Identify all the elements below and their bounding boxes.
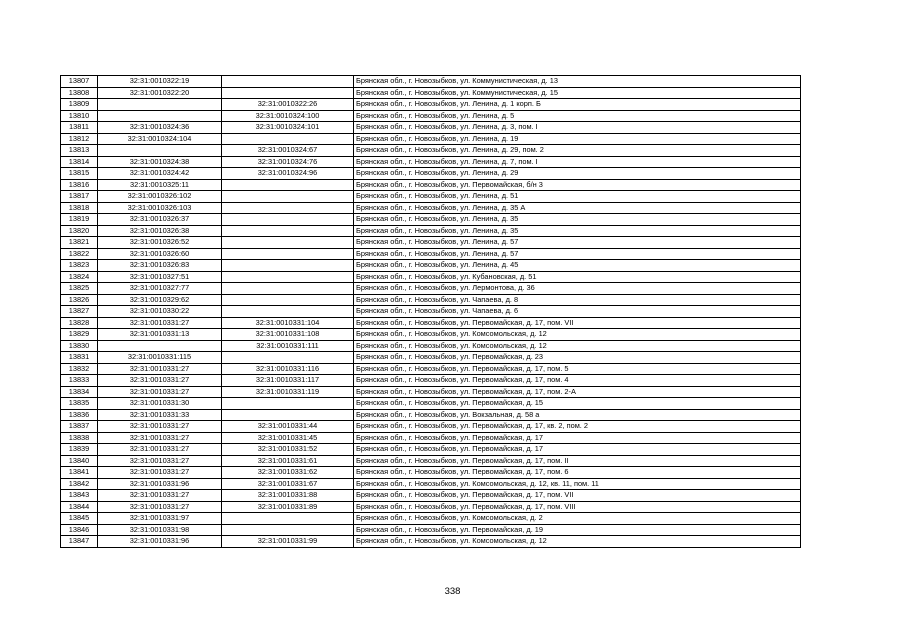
object-number-cell: 32:31:0010331:88 xyxy=(222,490,354,502)
object-number-cell: 32:31:0010324:96 xyxy=(222,168,354,180)
cadastral-number-cell: 32:31:0010326:103 xyxy=(98,202,222,214)
address-cell: Брянская обл., г. Новозыбков, ул. Ленина, д. 19 xyxy=(354,133,801,145)
record-number-cell: 13824 xyxy=(61,271,98,283)
table-row xyxy=(61,168,801,180)
address-cell: Брянская обл., г. Новозыбков, ул. Коммунистическая, д. 15 xyxy=(354,87,801,99)
table-row xyxy=(61,156,801,168)
table-row xyxy=(61,317,801,329)
address-cell: Брянская обл., г. Новозыбков, ул. Коммунистическая, д. 13 xyxy=(354,76,801,88)
cadastral-number-cell: 32:31:0010325:11 xyxy=(98,179,222,191)
cadastral-number-cell: 32:31:0010331:27 xyxy=(98,432,222,444)
record-number-cell: 13813 xyxy=(61,145,98,157)
object-number-cell xyxy=(222,398,354,410)
record-number-cell: 13817 xyxy=(61,191,98,203)
table-row xyxy=(61,294,801,306)
record-number-cell: 13822 xyxy=(61,248,98,260)
object-number-cell xyxy=(222,76,354,88)
address-cell: Брянская обл., г. Новозыбков, ул. Первомайская, д. 17, пом. 4 xyxy=(354,375,801,387)
object-number-cell xyxy=(222,271,354,283)
cadastral-number-cell: 32:31:0010330:22 xyxy=(98,306,222,318)
table-row xyxy=(61,490,801,502)
cadastral-number-cell: 32:31:0010326:37 xyxy=(98,214,222,226)
cadastral-number-cell xyxy=(98,110,222,122)
address-cell: Брянская обл., г. Новозыбков, ул. Ленина, д. 57 xyxy=(354,237,801,249)
address-cell: Брянская обл., г. Новозыбков, ул. Первомайская, д. 17, пом. 6 xyxy=(354,467,801,479)
record-number-cell: 13828 xyxy=(61,317,98,329)
object-number-cell xyxy=(222,248,354,260)
cadastral-number-cell: 32:31:0010331:97 xyxy=(98,513,222,525)
record-number-cell: 13832 xyxy=(61,363,98,375)
cadastral-number-cell: 32:31:0010331:13 xyxy=(98,329,222,341)
record-number-cell: 13810 xyxy=(61,110,98,122)
address-cell: Брянская обл., г. Новозыбков, ул. Первомайская, д. 17, пом. VII xyxy=(354,490,801,502)
address-cell: Брянская обл., г. Новозыбков, ул. Ленина, д. 3, пом. I xyxy=(354,122,801,134)
record-number-cell: 13826 xyxy=(61,294,98,306)
record-number-cell: 13814 xyxy=(61,156,98,168)
table-row xyxy=(61,306,801,318)
address-cell: Брянская обл., г. Новозыбков, ул. Чапаева, д. 8 xyxy=(354,294,801,306)
cadastral-number-cell: 32:31:0010324:42 xyxy=(98,168,222,180)
object-number-cell: 32:31:0010331:108 xyxy=(222,329,354,341)
cadastral-number-cell: 32:31:0010326:83 xyxy=(98,260,222,272)
cadastral-number-cell: 32:31:0010326:102 xyxy=(98,191,222,203)
object-number-cell: 32:31:0010331:104 xyxy=(222,317,354,329)
record-number-cell: 13830 xyxy=(61,340,98,352)
table-row xyxy=(61,87,801,99)
object-number-cell xyxy=(222,202,354,214)
address-cell: Брянская обл., г. Новозыбков, ул. Ленина, д. 57 xyxy=(354,248,801,260)
record-number-cell: 13841 xyxy=(61,467,98,479)
record-number-cell: 13836 xyxy=(61,409,98,421)
address-cell: Брянская обл., г. Новозыбков, ул. Первомайская, б/н 3 xyxy=(354,179,801,191)
cadastral-number-cell: 32:31:0010331:33 xyxy=(98,409,222,421)
cadastral-number-cell: 32:31:0010326:52 xyxy=(98,237,222,249)
object-number-cell: 32:31:0010331:117 xyxy=(222,375,354,387)
object-number-cell: 32:31:0010331:44 xyxy=(222,421,354,433)
object-number-cell xyxy=(222,524,354,536)
address-cell: Брянская обл., г. Новозыбков, ул. Первомайская, д. 19 xyxy=(354,524,801,536)
table-row xyxy=(61,99,801,111)
address-cell: Брянская обл., г. Новозыбков, ул. Комсомольская, д. 12, кв. 11, пом. 11 xyxy=(354,478,801,490)
cadastral-number-cell: 32:31:0010331:30 xyxy=(98,398,222,410)
address-cell: Брянская обл., г. Новозыбков, ул. Первомайская, д. 17, кв. 2, пом. 2 xyxy=(354,421,801,433)
object-number-cell xyxy=(222,133,354,145)
cadastral-number-cell: 32:31:0010331:96 xyxy=(98,536,222,548)
table-row xyxy=(61,122,801,134)
record-number-cell: 13808 xyxy=(61,87,98,99)
record-number-cell: 13831 xyxy=(61,352,98,364)
address-cell: Брянская обл., г. Новозыбков, ул. Чапаева, д. 6 xyxy=(354,306,801,318)
cadastral-number-cell: 32:31:0010324:38 xyxy=(98,156,222,168)
cadastral-number-cell: 32:31:0010322:20 xyxy=(98,87,222,99)
cadastral-number-cell: 32:31:0010331:27 xyxy=(98,455,222,467)
table-row xyxy=(61,478,801,490)
record-number-cell: 13829 xyxy=(61,329,98,341)
object-number-cell xyxy=(222,179,354,191)
record-number-cell: 13821 xyxy=(61,237,98,249)
address-cell: Брянская обл., г. Новозыбков, ул. Ленина, д. 35 xyxy=(354,225,801,237)
table-row xyxy=(61,179,801,191)
table-row xyxy=(61,444,801,456)
table-row xyxy=(61,225,801,237)
address-cell: Брянская обл., г. Новозыбков, ул. Ленина, д. 35 xyxy=(354,214,801,226)
record-number-cell: 13846 xyxy=(61,524,98,536)
table-row xyxy=(61,260,801,272)
record-number-cell: 13820 xyxy=(61,225,98,237)
address-cell: Брянская обл., г. Новозыбков, ул. Комсомольская, д. 12 xyxy=(354,329,801,341)
address-cell: Брянская обл., г. Новозыбков, ул. Комсомольская, д. 2 xyxy=(354,513,801,525)
record-number-cell: 13809 xyxy=(61,99,98,111)
object-number-cell: 32:31:0010331:99 xyxy=(222,536,354,548)
cadastral-number-cell: 32:31:0010327:77 xyxy=(98,283,222,295)
cadastral-number-cell: 32:31:0010329:62 xyxy=(98,294,222,306)
object-number-cell xyxy=(222,87,354,99)
address-cell: Брянская обл., г. Новозыбков, ул. Ленина, д. 29, пом. 2 xyxy=(354,145,801,157)
record-number-cell: 13811 xyxy=(61,122,98,134)
record-number-cell: 13827 xyxy=(61,306,98,318)
record-number-cell: 13842 xyxy=(61,478,98,490)
table-row xyxy=(61,248,801,260)
address-cell: Брянская обл., г. Новозыбков, ул. Первомайская, д. 23 xyxy=(354,352,801,364)
table-row xyxy=(61,398,801,410)
table-row xyxy=(61,375,801,387)
object-number-cell xyxy=(222,409,354,421)
address-cell: Брянская обл., г. Новозыбков, ул. Вокзальная, д. 58 а xyxy=(354,409,801,421)
address-cell: Брянская обл., г. Новозыбков, ул. Первомайская, д. 17 xyxy=(354,432,801,444)
table-row xyxy=(61,133,801,145)
table-body xyxy=(61,76,801,548)
object-number-cell: 32:31:0010331:67 xyxy=(222,478,354,490)
address-cell: Брянская обл., г. Новозыбков, ул. Первомайская, д. 17, пом. VIII xyxy=(354,501,801,513)
cadastral-number-cell: 32:31:0010331:115 xyxy=(98,352,222,364)
address-cell: Брянская обл., г. Новозыбков, ул. Первомайская, д. 17 xyxy=(354,444,801,456)
cadastral-number-cell xyxy=(98,99,222,111)
cadastral-number-cell: 32:31:0010331:27 xyxy=(98,444,222,456)
cadastral-number-cell: 32:31:0010331:27 xyxy=(98,317,222,329)
object-number-cell: 32:31:0010331:52 xyxy=(222,444,354,456)
address-cell: Брянская обл., г. Новозыбков, ул. Первомайская, д. 17, пом. 5 xyxy=(354,363,801,375)
record-number-cell: 13807 xyxy=(61,76,98,88)
cadastral-number-cell: 32:31:0010324:104 xyxy=(98,133,222,145)
object-number-cell xyxy=(222,294,354,306)
address-cell: Брянская обл., г. Новозыбков, ул. Ленина, д. 45 xyxy=(354,260,801,272)
cadastral-number-cell: 32:31:0010327:51 xyxy=(98,271,222,283)
table-row xyxy=(61,536,801,548)
object-number-cell: 32:31:0010324:101 xyxy=(222,122,354,134)
record-number-cell: 13834 xyxy=(61,386,98,398)
record-number-cell: 13823 xyxy=(61,260,98,272)
cadastral-number-cell: 32:31:0010331:27 xyxy=(98,375,222,387)
record-number-cell: 13844 xyxy=(61,501,98,513)
address-cell: Брянская обл., г. Новозыбков, ул. Ленина, д. 5 xyxy=(354,110,801,122)
table-row xyxy=(61,283,801,295)
record-number-cell: 13833 xyxy=(61,375,98,387)
address-cell: Брянская обл., г. Новозыбков, ул. Ленина, д. 1 корп. Б xyxy=(354,99,801,111)
cadastral-number-cell: 32:31:0010331:27 xyxy=(98,363,222,375)
page-number: 338 xyxy=(444,586,461,597)
record-number-cell: 13847 xyxy=(61,536,98,548)
table-row xyxy=(61,409,801,421)
object-number-cell xyxy=(222,237,354,249)
object-number-cell: 32:31:0010331:119 xyxy=(222,386,354,398)
table-row xyxy=(61,386,801,398)
cadastral-number-cell xyxy=(98,340,222,352)
address-cell: Брянская обл., г. Новозыбков, ул. Комсомольская, д. 12 xyxy=(354,340,801,352)
cadastral-number-cell: 32:31:0010326:60 xyxy=(98,248,222,260)
object-number-cell xyxy=(222,283,354,295)
object-number-cell: 32:31:0010331:62 xyxy=(222,467,354,479)
document-page xyxy=(60,75,800,548)
table-row xyxy=(61,455,801,467)
cadastral-number-cell: 32:31:0010331:27 xyxy=(98,421,222,433)
table-row xyxy=(61,191,801,203)
object-number-cell: 32:31:0010331:45 xyxy=(222,432,354,444)
table-row xyxy=(61,352,801,364)
record-number-cell: 13819 xyxy=(61,214,98,226)
record-number-cell: 13845 xyxy=(61,513,98,525)
address-cell: Брянская обл., г. Новозыбков, ул. Ленина, д. 35 А xyxy=(354,202,801,214)
object-number-cell xyxy=(222,352,354,364)
record-number-cell: 13840 xyxy=(61,455,98,467)
address-cell: Брянская обл., г. Новозыбков, ул. Комсомольская, д. 12 xyxy=(354,536,801,548)
record-number-cell: 13835 xyxy=(61,398,98,410)
object-number-cell xyxy=(222,225,354,237)
table-row xyxy=(61,432,801,444)
address-cell: Брянская обл., г. Новозыбков, ул. Первомайская, д. 17, пом. 2-А xyxy=(354,386,801,398)
table-row xyxy=(61,340,801,352)
table-row xyxy=(61,110,801,122)
table-row xyxy=(61,202,801,214)
record-number-cell: 13839 xyxy=(61,444,98,456)
object-number-cell: 32:31:0010322:26 xyxy=(222,99,354,111)
object-number-cell xyxy=(222,191,354,203)
cadastral-number-cell: 32:31:0010331:27 xyxy=(98,490,222,502)
object-number-cell: 32:31:0010324:76 xyxy=(222,156,354,168)
record-number-cell: 13825 xyxy=(61,283,98,295)
object-number-cell: 32:31:0010324:100 xyxy=(222,110,354,122)
cadastral-number-cell: 32:31:0010324:36 xyxy=(98,122,222,134)
cadastral-number-cell: 32:31:0010331:98 xyxy=(98,524,222,536)
table-row xyxy=(61,501,801,513)
address-cell: Брянская обл., г. Новозыбков, ул. Первомайская, д. 15 xyxy=(354,398,801,410)
record-number-cell: 13816 xyxy=(61,179,98,191)
object-number-cell: 32:31:0010324:67 xyxy=(222,145,354,157)
record-number-cell: 13818 xyxy=(61,202,98,214)
cadastral-number-cell: 32:31:0010322:19 xyxy=(98,76,222,88)
object-number-cell: 32:31:0010331:116 xyxy=(222,363,354,375)
object-number-cell xyxy=(222,306,354,318)
object-number-cell xyxy=(222,513,354,525)
record-number-cell: 13837 xyxy=(61,421,98,433)
table-row xyxy=(61,271,801,283)
address-cell: Брянская обл., г. Новозыбков, ул. Первомайская, д. 17, пом. II xyxy=(354,455,801,467)
record-number-cell: 13812 xyxy=(61,133,98,145)
cadastral-number-cell: 32:31:0010326:38 xyxy=(98,225,222,237)
record-number-cell: 13815 xyxy=(61,168,98,180)
record-number-cell: 13838 xyxy=(61,432,98,444)
address-cell: Брянская обл., г. Новозыбков, ул. Лермонтова, д. 36 xyxy=(354,283,801,295)
object-number-cell xyxy=(222,214,354,226)
cadastral-number-cell: 32:31:0010331:96 xyxy=(98,478,222,490)
table-row xyxy=(61,513,801,525)
cadastral-number-cell: 32:31:0010331:27 xyxy=(98,501,222,513)
record-number-cell: 13843 xyxy=(61,490,98,502)
property-registry-table xyxy=(60,75,801,548)
table-row xyxy=(61,467,801,479)
object-number-cell: 32:31:0010331:111 xyxy=(222,340,354,352)
table-row xyxy=(61,329,801,341)
address-cell: Брянская обл., г. Новозыбков, ул. Ленина, д. 7, пом. I xyxy=(354,156,801,168)
table-row xyxy=(61,363,801,375)
object-number-cell: 32:31:0010331:61 xyxy=(222,455,354,467)
address-cell: Брянская обл., г. Новозыбков, ул. Ленина, д. 29 xyxy=(354,168,801,180)
address-cell: Брянская обл., г. Новозыбков, ул. Кубановская, д. 51 xyxy=(354,271,801,283)
table-row xyxy=(61,214,801,226)
address-cell: Брянская обл., г. Новозыбков, ул. Первомайская, д. 17, пом. VII xyxy=(354,317,801,329)
cadastral-number-cell: 32:31:0010331:27 xyxy=(98,467,222,479)
table-row xyxy=(61,145,801,157)
address-cell: Брянская обл., г. Новозыбков, ул. Ленина, д. 51 xyxy=(354,191,801,203)
table-row xyxy=(61,524,801,536)
object-number-cell xyxy=(222,260,354,272)
object-number-cell: 32:31:0010331:89 xyxy=(222,501,354,513)
cadastral-number-cell: 32:31:0010331:27 xyxy=(98,386,222,398)
cadastral-number-cell xyxy=(98,145,222,157)
table-row xyxy=(61,237,801,249)
table-row xyxy=(61,76,801,88)
table-row xyxy=(61,421,801,433)
